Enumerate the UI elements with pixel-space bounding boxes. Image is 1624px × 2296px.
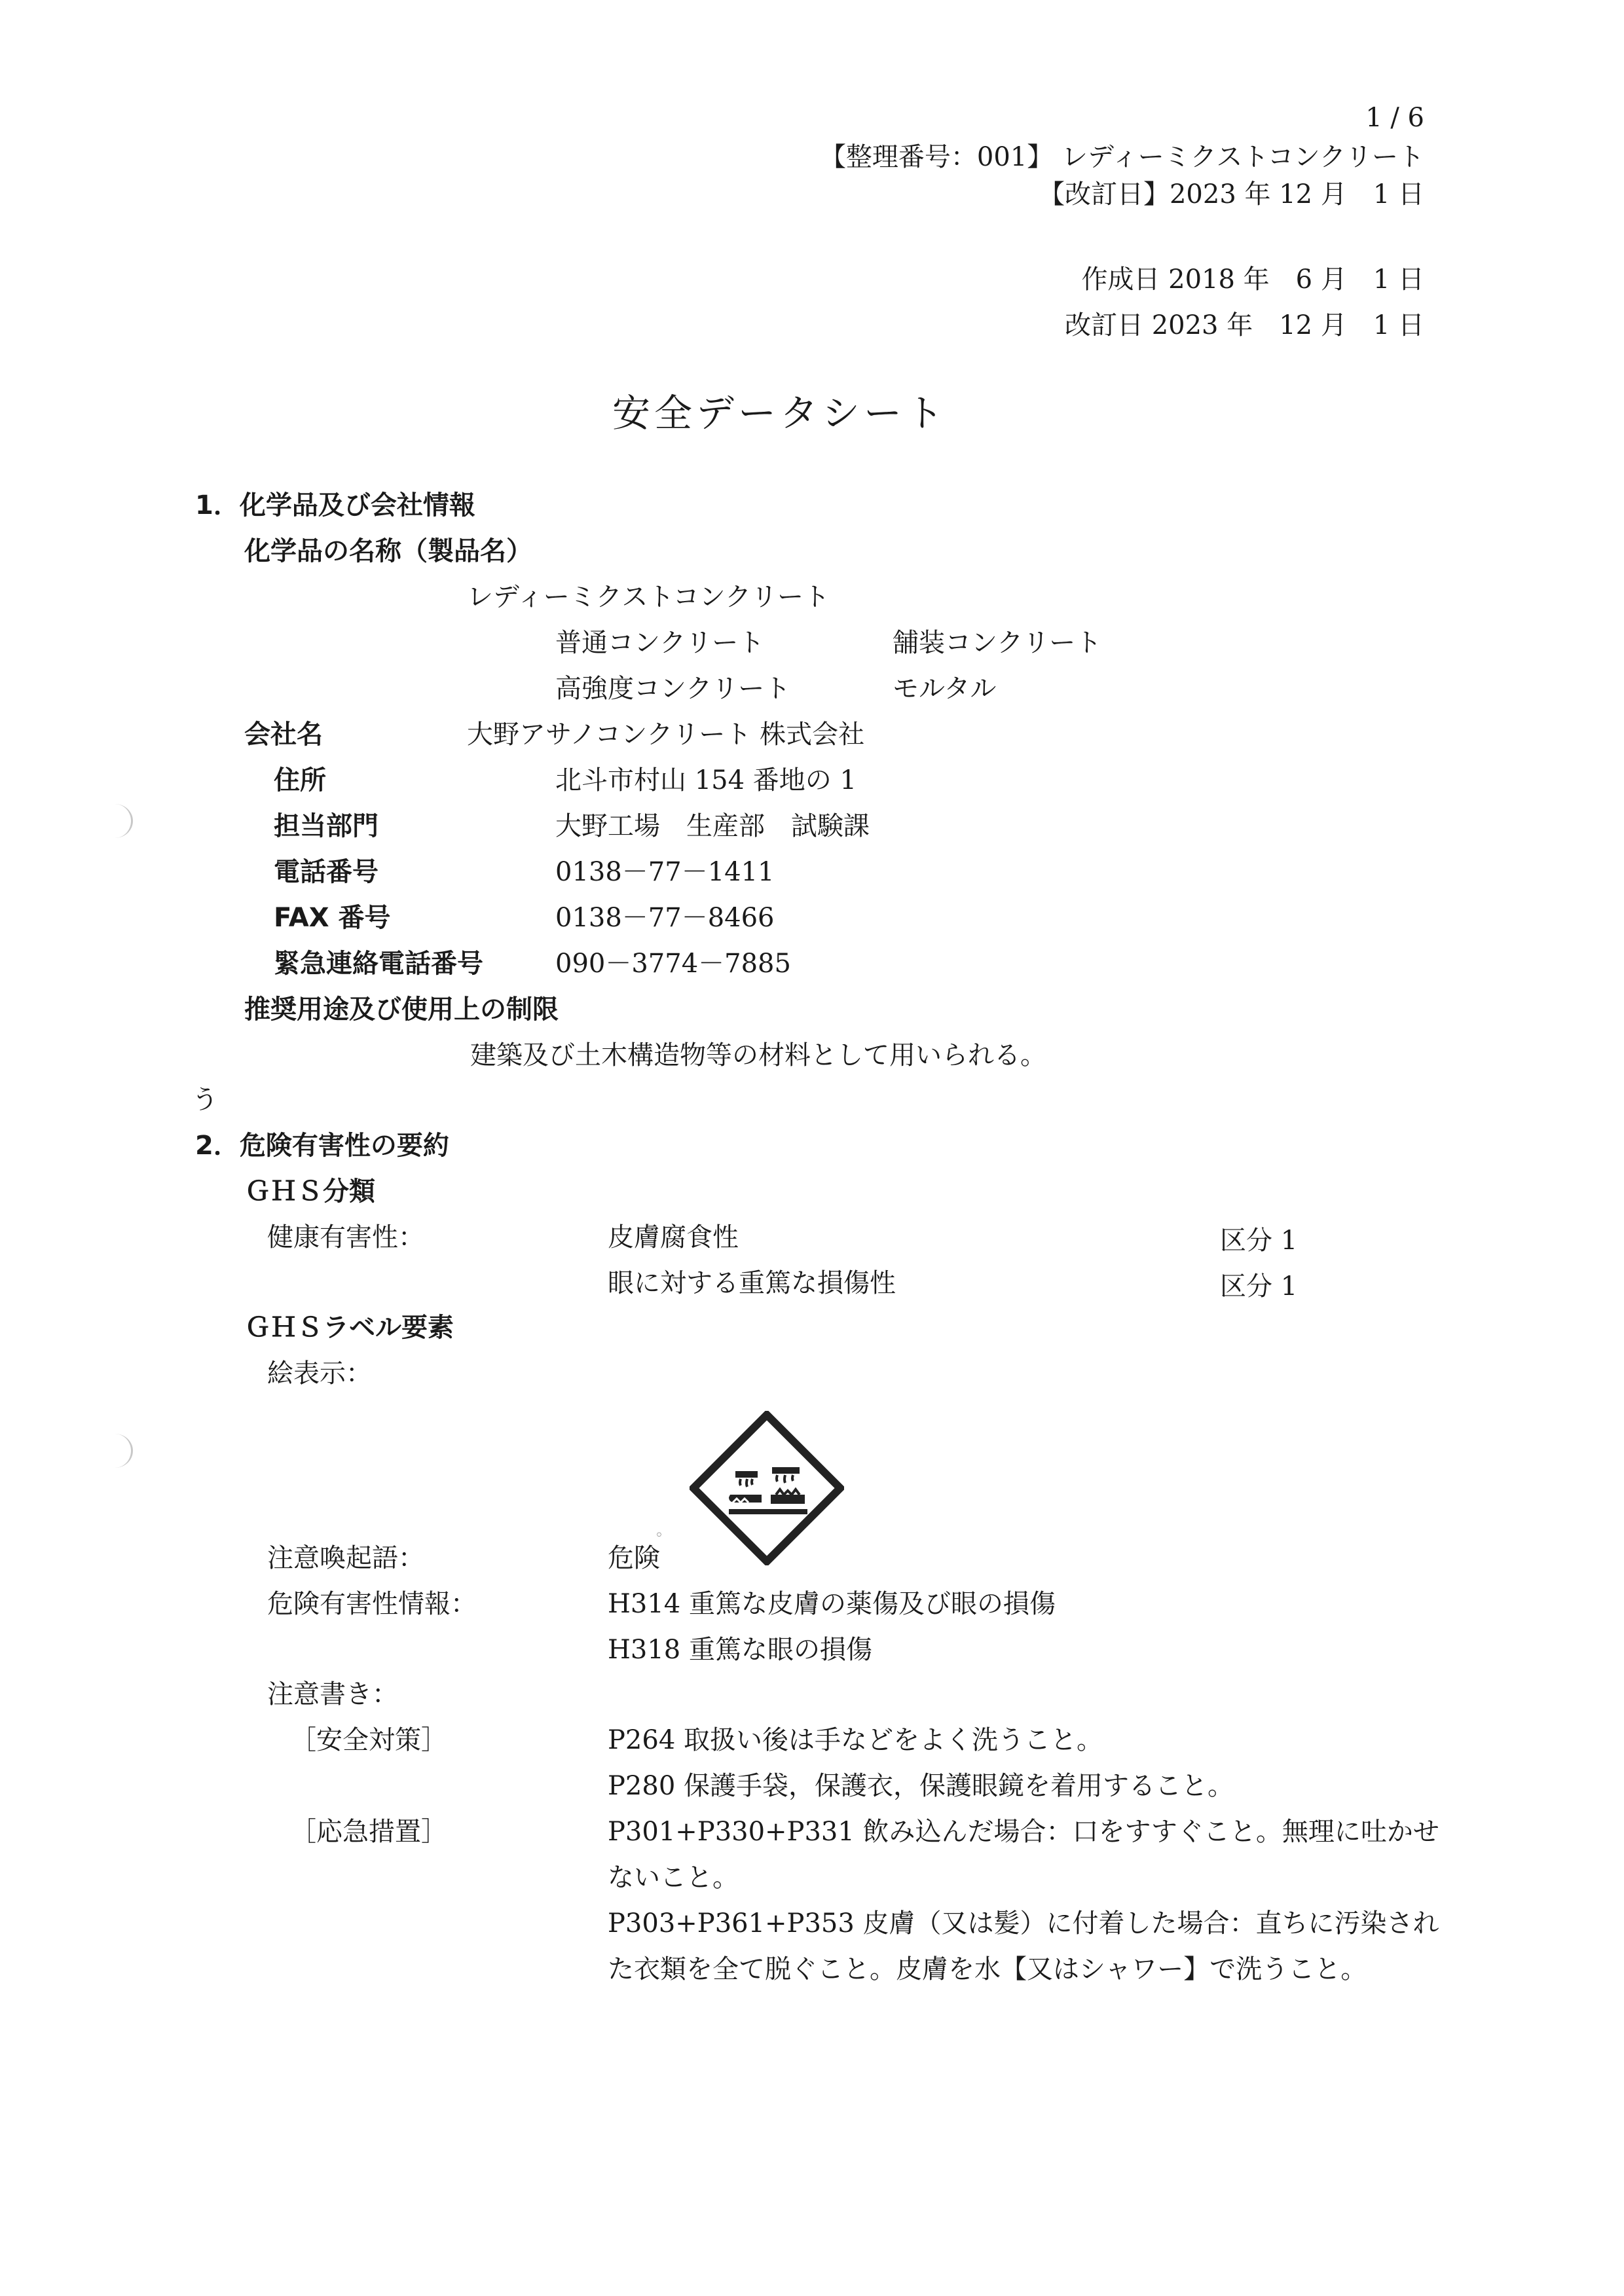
recommended-use-value: 建築及び土木構造物等の材料として用いられる。 [470,1040,1046,1070]
precaution-statement-continued: ないこと。 [608,1863,739,1893]
emergency-phone-value: 090－3774－7885 [555,949,791,979]
phone-label: 電話番号 [274,857,378,887]
stray-mark: う [192,1085,218,1115]
hazard-name: 眼に対する重篤な損傷性 [608,1268,896,1298]
fax-value: 0138－77－8466 [555,903,775,933]
ghs-classification-label: ＧＨＳ分類 [244,1176,375,1207]
safety-measures-label: ［安全対策］ [290,1725,447,1755]
product-item: 舗装コンクリート [893,628,1102,658]
precaution-statement: P280 保護手袋，保護衣，保護眼鏡を着用すること。 [608,1771,1234,1801]
first-aid-label: ［応急措置］ [290,1817,447,1847]
department-label: 担当部門 [274,811,378,841]
hazard-name: 皮膚腐食性 [608,1222,739,1252]
signal-word-value: 危険 [608,1543,660,1573]
created-date: 作成日 2018 年 6 月 1 日 [1081,264,1424,295]
scan-speck: ◦ [655,1527,663,1544]
hazard-category: 区分 1 [1220,1271,1298,1302]
company-label: 会社名 [244,720,323,750]
section-1-heading: 1．化学品及び会社情報 [195,490,475,520]
health-hazard-label: 健康有害性： [267,1222,424,1252]
precautionary-label: 注意書き： [267,1679,398,1709]
address-label: 住所 [274,765,326,795]
product-item: モルタル [893,674,997,704]
hazard-statement: H318 重篤な眼の損傷 [608,1635,872,1665]
company-name: 大野アサノコンクリート 株式会社 [467,720,865,750]
hazard-statement-label: 危険有害性情報： [267,1589,477,1619]
signal-word-label: 注意喚起語： [267,1543,424,1573]
phone-value: 0138－77－1411 [555,857,775,887]
document-title: 安全データシート [612,391,948,435]
product-item: 高強度コンクリート [555,674,791,704]
binder-hole [97,1434,133,1468]
precaution-statement: P303+P361+P353 皮膚（又は髪）に付着した場合：直ちに汚染され [608,1908,1439,1939]
department-value: 大野工場 生産部 試験課 [555,811,870,841]
product-item: 普通コンクリート [555,628,765,658]
precaution-statement: P264 取扱い後は手などをよく洗うこと。 [608,1725,1103,1755]
binder-hole [97,804,133,838]
precaution-statement: P301+P330+P331 飲み込んだ場合：口をすすぐこと。無理に吐かせ [608,1817,1439,1847]
corrosion-icon [690,1411,844,1565]
product-name: レディーミクストコンクリート [467,582,830,612]
fax-label: FAX 番号 [274,903,391,933]
hazard-statement: H314 重篤な皮膚の薬傷及び眼の損傷 [608,1589,1056,1619]
recommended-use-label: 推奨用途及び使用上の制限 [244,994,559,1025]
address-value: 北斗市村山 154 番地の 1 [555,765,857,795]
revised-date: 改訂日 2023 年 12 月 1 日 [1064,310,1424,340]
section-2-heading: 2．危険有害性の要約 [195,1131,449,1161]
product-name-label: 化学品の名称（製品名） [244,536,532,566]
precaution-statement-continued: た衣類を全て脱ぐこと。皮膚を水【又はシャワー】で洗うこと。 [608,1954,1367,1984]
revision-date-bracket: 【改訂日】2023 年 12 月 1 日 [1038,179,1424,210]
hazard-category: 区分 1 [1220,1226,1298,1256]
reference-number: 【整理番号：001】 レディーミクストコンクリート [819,142,1424,172]
ghs-label-elements: ＧＨＳラベル要素 [244,1313,454,1343]
page-number: 1 / 6 [1365,103,1424,133]
emergency-phone-label: 緊急連絡電話番号 [274,949,483,979]
pictogram-label: 絵表示： [267,1358,372,1389]
